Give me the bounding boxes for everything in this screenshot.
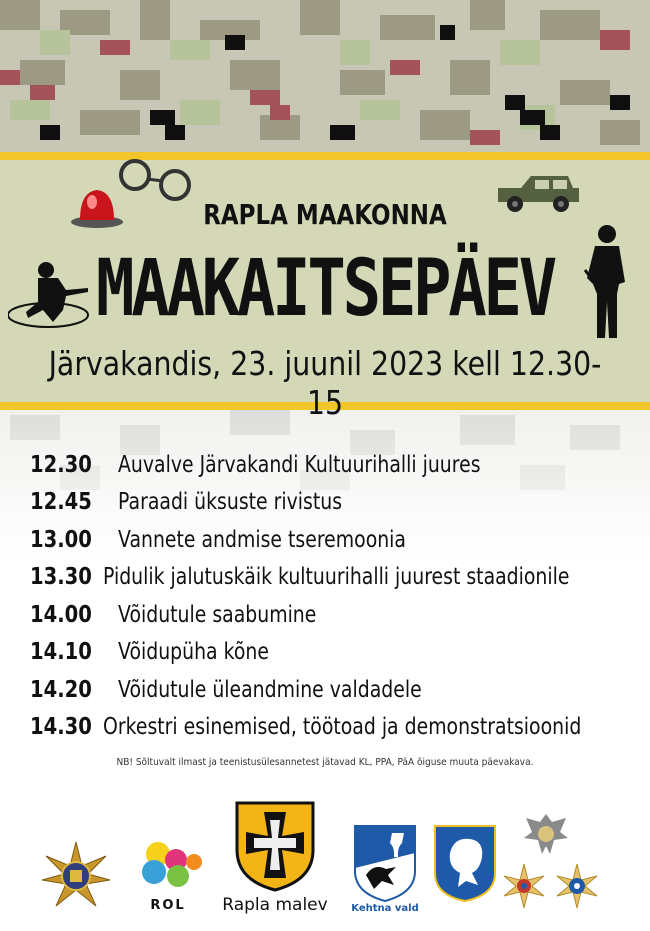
rol-label: ROL (150, 898, 186, 913)
cross-medal-icon (500, 862, 548, 910)
schedule-row (30, 559, 640, 597)
schedule-row (30, 671, 640, 709)
rapla-malev-shield-icon (234, 800, 316, 892)
kehtna-label: Kehtna vald (351, 903, 419, 914)
schedule-event: Orkestri esinemised, töötoad ja demonstratsioonid (102, 714, 582, 741)
schedule-time: 13.30 (30, 564, 92, 591)
schedule-row (30, 521, 640, 559)
rol-logo-icon (128, 840, 206, 898)
event-subtitle: RAPLA MAAKONNA (203, 198, 447, 231)
schedule-event: Pidulik jalutuskäik kultuurihalli juurest staadionile (102, 564, 570, 591)
schedule-row (30, 484, 640, 522)
schedule-row (30, 596, 640, 634)
schedule-event: Paraadi üksuste rivistus (118, 489, 343, 516)
yellow-stripe-top (0, 152, 650, 160)
schedule-row (30, 446, 640, 484)
disclaimer-note: NB! Sõltuvalt ilmast ja teenistusülesannetest jätavad KL, PPA, PäA õiguse muuta päevakava. (116, 757, 534, 768)
rescue-board-emblem-icon (40, 840, 112, 912)
event-title: MAAKAITSEPÄEV (96, 244, 554, 334)
schedule-event: Võidutule üleandmine valdadele (118, 676, 422, 703)
malev-label: Rapla malev (222, 895, 328, 915)
star-medal-icon (553, 862, 601, 910)
schedule-time: 12.45 (30, 489, 92, 516)
schedule-event: Võidutule saabumine (118, 601, 317, 628)
schedule-time: 14.00 (30, 601, 92, 628)
schedule-event: Auvalve Järvakandi Kultuurihalli juures (118, 451, 481, 478)
schedule-row (30, 634, 640, 672)
eagle-emblem-icon (520, 808, 572, 860)
police-lion-shield-icon (432, 823, 498, 903)
schedule-event: Vannete andmise tseremoonia (118, 526, 406, 553)
schedule-time: 14.10 (30, 639, 92, 666)
camouflage-header (0, 0, 650, 155)
schedule-row (30, 709, 640, 747)
schedule-time: 14.30 (30, 714, 92, 741)
schedule-time: 12.30 (30, 451, 92, 478)
schedule-time: 14.20 (30, 676, 92, 703)
event-dateline: Järvakandis, 23. juunil 2023 kell 12.30-15 (48, 344, 602, 422)
kehtna-coat-of-arms-icon (352, 823, 418, 903)
schedule-event: Võidupüha kõne (118, 639, 269, 666)
schedule-list (30, 446, 640, 746)
schedule-time: 13.00 (30, 526, 92, 553)
